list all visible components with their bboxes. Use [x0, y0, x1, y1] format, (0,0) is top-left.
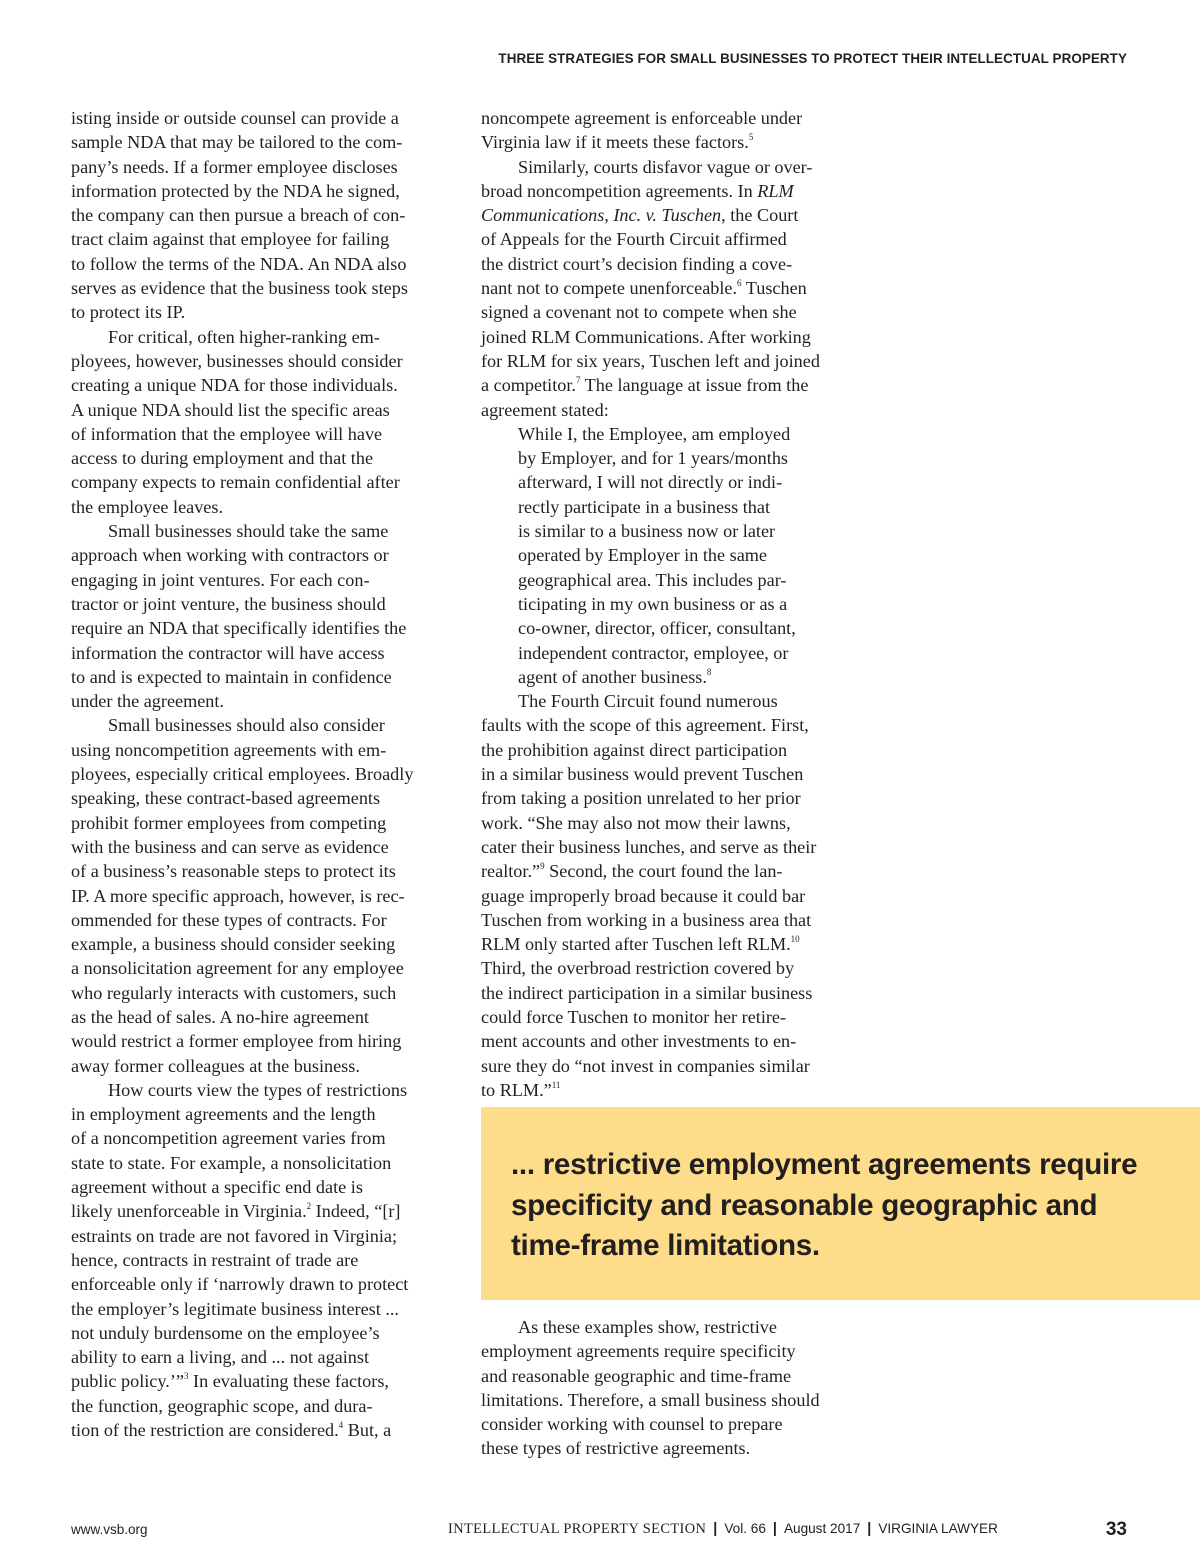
- paragraph-5: How courts view the types of restrictions in employment agreements and the length of a noncompetition agreement varies from state to state. For example, a nonsolicitation agreement without a specific end date is likely unenforceable in Virginia.$^2$ Indeed, “[r] estraints on trade are not favored in Virginia; hence, contracts in restraint of trade are enforceable only if ‘narrowly drawn to protect the employer’s legitimate business interest ... not unduly burdensome on the employee’s ability to earn a living, and ... not against public policy.’”$^3$ In evaluating these factors, the function, geographic scope, and dura- tion of the restriction are considered.$^4$ But, a: [71, 1079, 409, 1441]
- footer-separator: |: [772, 1521, 777, 1537]
- footnote-ref-8: 8: [706, 666, 712, 677]
- footer-url[interactable]: www.vsb.org: [71, 1522, 148, 1537]
- footnote-ref-3: 3: [183, 1371, 189, 1382]
- paragraph-continued: noncompete agreement is enforceable under Virginia law if it meets these factors.$^5$: [481, 108, 803, 153]
- pull-quote-text: ... restrictive employment agreements require specificity and reasonable geographic and time-frame limitations.: [511, 1148, 1138, 1262]
- running-head: THREE STRATEGIES FOR SMALL BUSINESSES TO PROTECT THEIR INTELLECTUAL PROPERTY: [498, 51, 1127, 66]
- footnote-ref-10: 10: [790, 934, 800, 945]
- footnote-ref-2: 2: [306, 1201, 312, 1212]
- footnote-ref-5: 5: [748, 132, 754, 143]
- case-name: Communications, Inc. v. Tuschen: [481, 205, 722, 226]
- paragraph-fourth-circuit: The Fourth Circuit found numerous faults with the scope of this agreement. First, the prohibition against direct participation in a similar business would prevent Tuschen from taking a position unrelated to her prior work. “She may also not mow their lawns, cater their business lunches, and serve as their realtor.”$^9$ Second, the court found the lan- guage improperly broad because it could bar Tuschen from working in a business area that RLM only started after Tuschen left RLM.$^{10}$ Third, the overbroad restriction covered by the indirect participation in a similar business could force Tuschen to monitor her retire- ment accounts and other investments to en- sure they do “not invest in companies similar to RLM.”$^{11}$: [481, 691, 817, 1100]
- right-column: [481, 106, 881, 1102]
- paragraph-rlm: Similarly, courts disfavor vague or over- broad noncompetition agreements. In RLM Communications, Inc. v. Tuschen, the Court of Appeals for the Fourth Circuit affirmed the district court’s decision finding a cove- nant not to compete unenforceable.$^6$ Tuschen signed a covenant not to compete when she joined RLM Communications. After working for RLM for six years, Tuschen left and joined a competitor.$^7$ The language at issue from the agreement stated:: [481, 156, 820, 420]
- closing-column: [481, 1315, 881, 1461]
- footnote-ref-4: 4: [338, 1420, 344, 1431]
- footnote-ref-6: 6: [737, 278, 742, 289]
- pull-quote: [481, 1107, 1200, 1300]
- footnote-ref-9: 9: [540, 861, 545, 872]
- left-column: [71, 106, 461, 1442]
- page-number: 33: [1105, 1519, 1127, 1540]
- case-name: RLM: [757, 180, 794, 201]
- block-quote: While I, the Employee, am employed by Employer, and for 1 years/months afterward, I will not directly or indi- rectly participate in a business that is similar to a business now or later operated by Employer in the same geographical area. This includes par- ticipating in my own business or as a co-owner, director, officer, consultant, independent contractor, employee, or agent of another business.$^8$: [518, 423, 796, 687]
- footer-magazine: VIRGINIA LAWYER: [878, 1521, 998, 1536]
- paragraph-3: Small businesses should take the same approach when working with contractors or engaging in joint ventures. For each con- tractor or joint venture, the business should require an NDA that specifically identifies the information the contractor will have access to and is expected to maintain in confidence under the agreement.: [71, 521, 407, 712]
- footer-separator: |: [713, 1521, 718, 1537]
- footer-publication: [448, 1521, 998, 1538]
- footer-separator: |: [867, 1521, 872, 1537]
- footer-date: August 2017: [783, 1521, 861, 1536]
- footnote-ref-11: 11: [551, 1079, 561, 1090]
- paragraph-2: For critical, often higher-ranking em- ployees, however, businesses should consider creating a unique NDA for those individuals. A unique NDA should list the specific areas of information that the employee will have access to during employment and that the company expects to remain confidential after the employee leaves.: [71, 326, 403, 517]
- paragraph-1: isting inside or outside counsel can provide a sample NDA that may be tailored to the com- pany’s needs. If a former employee discloses information protected by the NDA he signed, the company can then pursue a breach of con- tract claim against that employee for failing to follow the terms of the NDA. An NDA also serves as evidence that the business took steps to protect its IP.: [71, 108, 408, 323]
- closing-paragraph: As these examples show, restrictive employment agreements require specificity and reasonable geographic and time-frame limitations. Therefore, a small business should consider working with counsel to prepare these types of restrictive agreements.: [481, 1317, 820, 1459]
- footer-section: INTELLECTUAL PROPERTY SECTION: [448, 1521, 707, 1537]
- footer-volume: Vol. 66: [724, 1521, 766, 1536]
- paragraph-4: Small businesses should also consider using noncompetition agreements with em- ployees, especially critical employees. Broadly speaking, these contract-based agreements prohibit former employees from competing with the business and can serve as evidence of a business’s reasonable steps to protect its IP. A more specific approach, however, is rec- ommended for these types of contracts. For example, a business should consider seeking a nonsolicitation agreement for any employee who regularly interacts with customers, such as the head of sales. A no-hire agreement would restrict a former employee from hiring away former colleagues at the business.: [71, 715, 414, 1076]
- footnote-ref-7: 7: [575, 375, 581, 386]
